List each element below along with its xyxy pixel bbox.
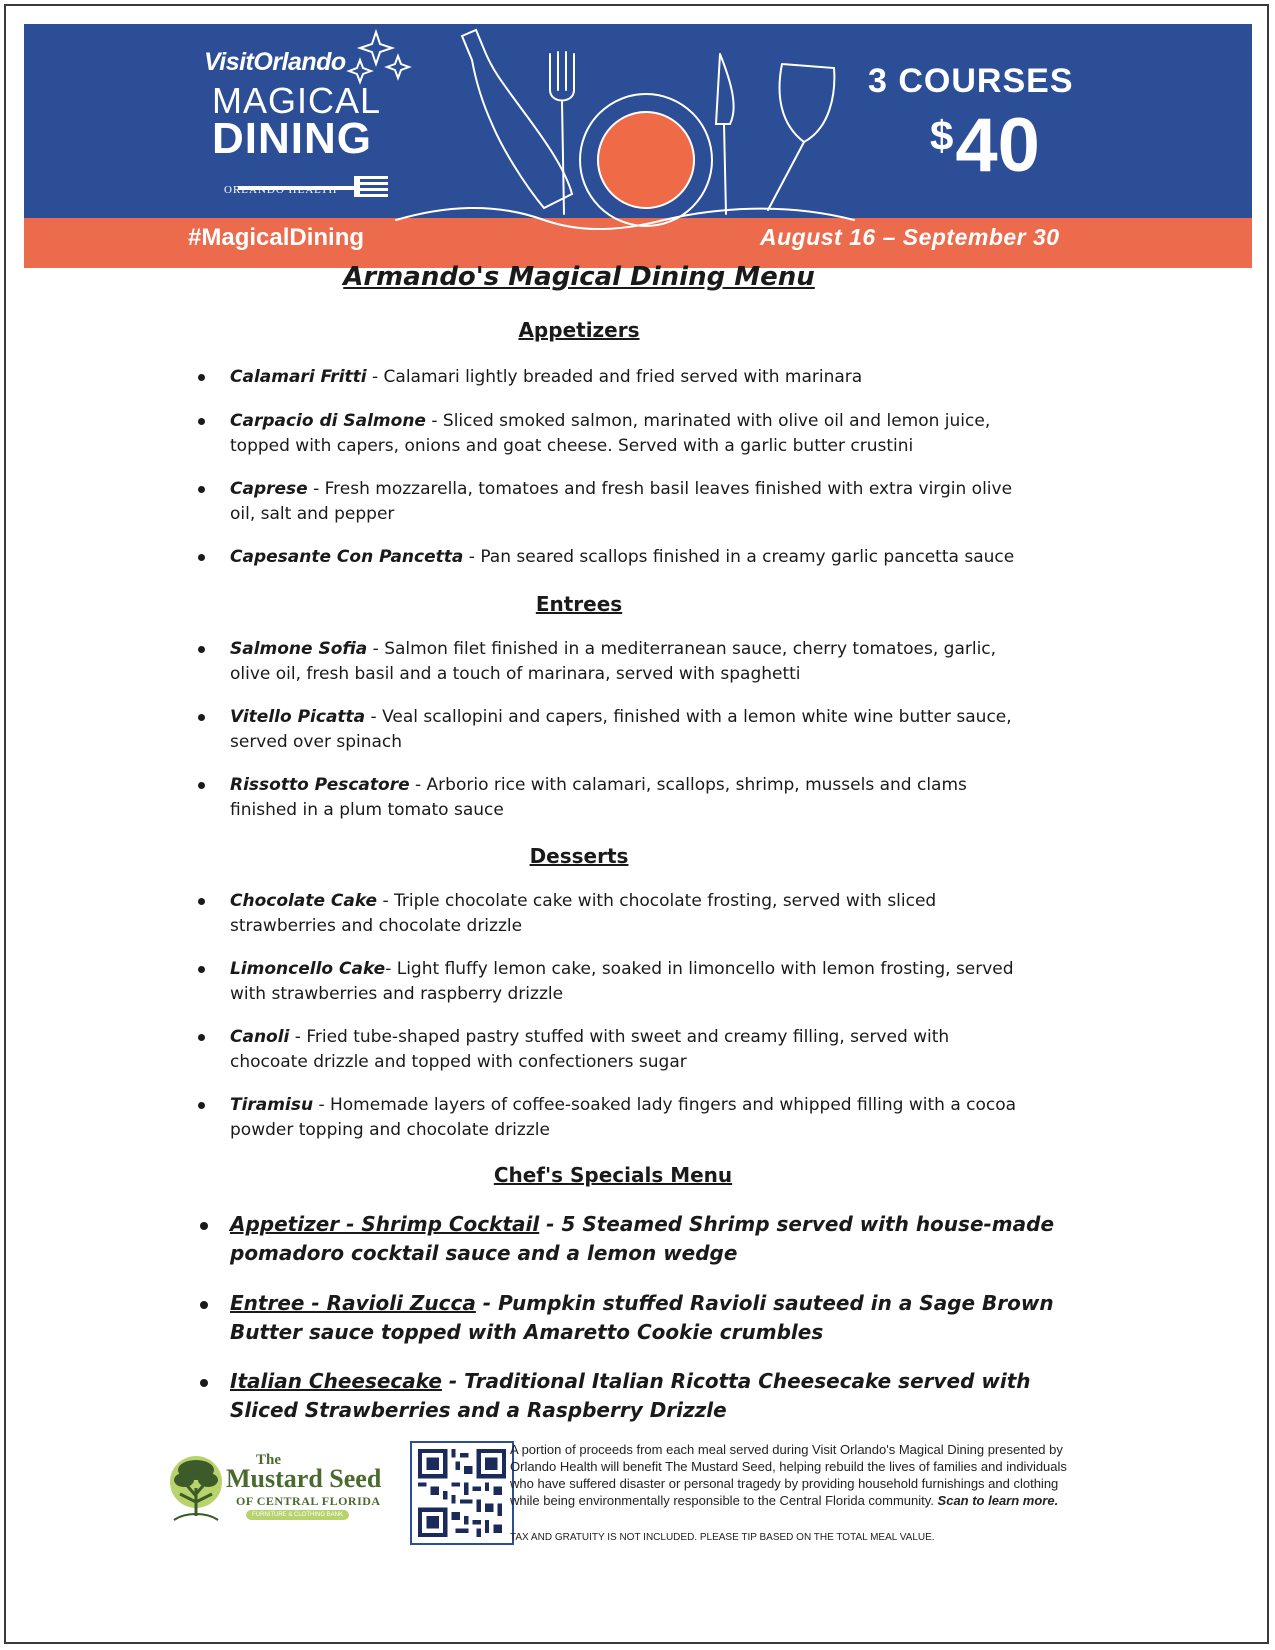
wine-bottle-icon: [462, 30, 572, 208]
specials-heading: Chef's Specials Menu: [493, 1163, 733, 1187]
item-desc: - Pan seared scallops finished in a creamy garlic pancetta sauce: [463, 547, 1015, 567]
bullet-icon: [198, 1034, 205, 1041]
bullet-icon: [198, 418, 205, 425]
qr-code-icon: [418, 1449, 506, 1537]
item-desc: - Arborio rice with calamari, scallops, shrimp, mussels and clams finished in a plum tomato sauce: [230, 775, 967, 820]
item-name: Tiramisu: [230, 1095, 314, 1115]
item-name: Canoli: [230, 1027, 290, 1047]
sparkle-icon: [349, 60, 371, 82]
header-banner: [24, 24, 1252, 268]
bullet-icon: [200, 1301, 208, 1309]
bullet-icon: [198, 646, 205, 653]
bullet-icon: [198, 1102, 205, 1109]
mustard-tag: FURNITURE & CLOTHING BANK: [246, 1510, 349, 1520]
mustard-sub: OF CENTRAL FLORIDA: [236, 1494, 381, 1508]
item-desc: - Fried tube-shaped pastry stuffed with sweet and creamy filling, served with chocoate drizzle and topped with confectioners sugar: [230, 1027, 950, 1072]
price-symbol: $: [930, 112, 954, 159]
item-desc: - Salmon filet finished in a mediterranean sauce, cherry tomatoes, garlic, olive oil, fresh basil and a touch of marinara, served with spaghetti: [230, 639, 997, 684]
bullet-icon: [200, 1379, 208, 1387]
item-desc: - Pumpkin stuffed Ravioli sauteed in a Sage Brown Butter sauce topped with Amaretto Cookie crumbles: [230, 1291, 1054, 1344]
tree-icon: [166, 1450, 230, 1532]
courses-label: 3 COURSES: [868, 62, 1074, 100]
item-name: Appetizer - Shrimp Cocktail: [230, 1212, 540, 1236]
tax-notice: TAX AND GRATUITY IS NOT INCLUDED. PLEASE TIP BASED ON THE TOTAL MEAL VALUE.: [510, 1532, 935, 1543]
bullet-icon: [198, 554, 205, 561]
item-name: Entree - Ravioli Zucca: [230, 1291, 476, 1315]
list-item: [230, 1367, 1080, 1425]
dates-label: August 16 – September 30: [760, 224, 1060, 250]
mustard-seed-logo: [166, 1450, 406, 1532]
item-name: Calamari Fritti: [230, 367, 367, 387]
logo-visit-text: VisitOrlando: [204, 48, 346, 76]
charity-note-text: A portion of proceeds from each meal served during Visit Orlando's Magical Dining presented by Orlando Health will benefit The Mustard Seed, helping rebuild the lives of families and individuals who have suffered disaster or personal tragedy by providing household furnishings and clothing while being environmentally responsible to the Central Florida community.: [510, 1442, 1067, 1508]
item-name: Capesante Con Pancetta: [230, 547, 464, 567]
menu-title: Armando's Magical Dining Menu: [343, 262, 815, 292]
list-item: [230, 1210, 1080, 1268]
list-item: [230, 637, 1030, 687]
charity-note: [510, 1441, 1070, 1509]
item-name: Salmone Sofia: [230, 639, 368, 659]
qr-code[interactable]: [410, 1441, 514, 1545]
list-item: [230, 409, 1030, 459]
entrees-heading: Entrees: [535, 592, 623, 616]
item-desc: - Calamari lightly breaded and fried served with marinara: [366, 367, 863, 387]
list-item: [230, 365, 1030, 390]
bullet-icon: [198, 782, 205, 789]
item-desc: - Light fluffy lemon cake, soaked in limoncello with lemon frosting, served with strawberries and raspberry drizzle: [230, 959, 1014, 1004]
hashtag-label: #MagicalDining: [188, 224, 365, 251]
list-item: [230, 545, 1030, 570]
item-desc: - Sliced smoked salmon, marinated with olive oil and lemon juice, topped with capers, onions and goat cheese. Served with a garlic butter crustini: [230, 411, 991, 456]
logo-dining-text: DINING: [212, 114, 372, 163]
list-item: [230, 1093, 1030, 1143]
bullet-icon: [198, 898, 205, 905]
item-desc: - 5 Steamed Shrimp served with house-made pomadoro cocktail sauce and a lemon wedge: [230, 1212, 1055, 1265]
list-item: [230, 957, 1030, 1007]
item-desc: - Traditional Italian Ricotta Cheesecake served with Sliced Strawberries and a Raspberry Drizzle: [230, 1369, 1031, 1422]
price-label: [930, 102, 1040, 189]
desserts-heading: Desserts: [529, 844, 629, 868]
item-desc: - Homemade layers of coffee-soaked lady fingers and whipped filling with a cocoa powder topping and chocolate drizzle: [230, 1095, 1017, 1140]
wine-glass-icon: [768, 64, 834, 210]
bullet-icon: [200, 1222, 208, 1230]
item-name: Chocolate Cake: [230, 891, 378, 911]
item-name: Vitello Picatta: [230, 707, 366, 727]
mustard-the: The: [256, 1452, 282, 1468]
bullet-icon: [198, 374, 205, 381]
item-name: Caprese: [230, 479, 308, 499]
knife-icon: [716, 54, 734, 214]
price-value: 40: [955, 103, 1040, 188]
item-desc: - Triple chocolate cake with chocolate frosting, served with sliced strawberries and chocolate drizzle: [230, 891, 937, 936]
logo-magical-text: MAGICAL: [212, 80, 382, 121]
appetizers-heading: Appetizers: [518, 318, 640, 342]
sparkle-icon: [360, 32, 392, 64]
list-item: [230, 705, 1030, 755]
list-item: [230, 477, 1030, 527]
scan-prompt: Scan to learn more.: [937, 1493, 1059, 1508]
item-name: Carpacio di Salmone: [230, 411, 426, 431]
list-item: [230, 889, 1030, 939]
list-item: [230, 773, 1030, 823]
item-desc: - Fresh mozzarella, tomatoes and fresh basil leaves finished with extra virgin olive oil, salt and pepper: [230, 479, 1013, 524]
bullet-icon: [198, 714, 205, 721]
sparkle-icon: [387, 56, 409, 78]
item-name: Rissotto Pescatore: [230, 775, 410, 795]
bullet-icon: [198, 966, 205, 973]
item-name: Limoncello Cake: [230, 959, 386, 979]
item-desc: - Veal scallopini and capers, finished with a lemon white wine butter sauce, served over spinach: [230, 707, 1012, 752]
logo-sponsor-text: ORLANDO HEALTH: [224, 184, 338, 196]
list-item: [230, 1025, 1030, 1075]
item-name: Italian Cheesecake: [230, 1369, 442, 1393]
mustard-name: Mustard Seed: [226, 1464, 382, 1493]
bullet-icon: [198, 486, 205, 493]
list-item: [230, 1289, 1080, 1347]
